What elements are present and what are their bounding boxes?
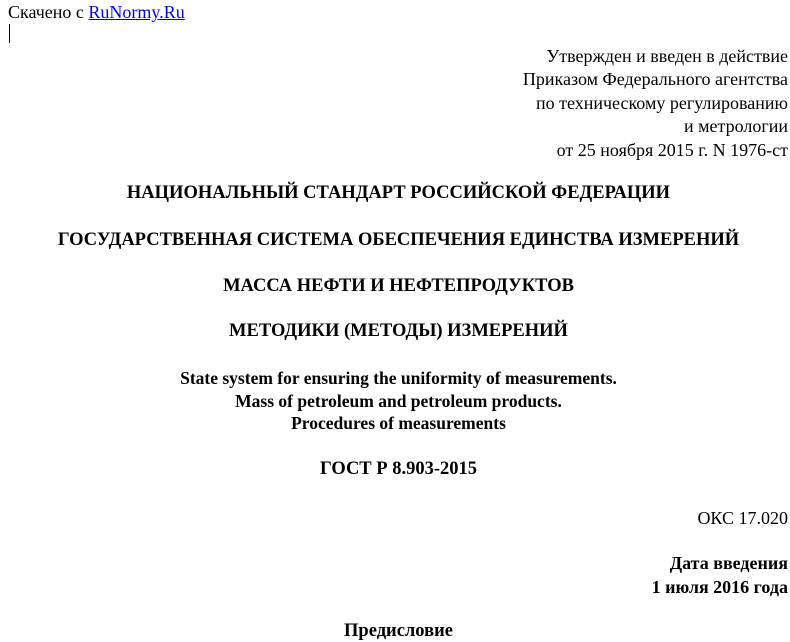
approval-line: от 25 ноября 2015 г. N 1976-ст [556, 139, 788, 160]
introduction-label: Дата введения [669, 553, 788, 573]
source-prefix: Скачено с [8, 2, 89, 22]
english-title-line: State system for ensuring the uniformity of measurements. [180, 368, 617, 388]
runormy-link[interactable]: RuNormy.Ru [88, 2, 185, 22]
source-line [8, 1, 185, 23]
approval-line: Приказом Федерального агентства [522, 69, 788, 90]
approval-line: по техническому регулированию [535, 92, 788, 113]
foreword-heading: Предисловие [344, 621, 453, 641]
approval-line: Утвержден и введен в действие [546, 46, 788, 66]
introduction-date-block [652, 551, 788, 599]
introduction-date: 1 июля 2016 года [651, 577, 788, 597]
title-mass: МАССА НЕФТИ И НЕФТЕПРОДУКТОВ [223, 276, 574, 296]
english-title [0, 367, 790, 435]
approval-block [523, 45, 788, 162]
english-title-line: Procedures of measurements [291, 413, 506, 433]
title-state-system: ГОСУДАРСТВЕННАЯ СИСТЕМА ОБЕСПЕЧЕНИЯ ЕДИНСТВА ИЗМЕРЕНИЙ [57, 230, 740, 250]
english-title-line: Mass of petroleum and petroleum products. [235, 390, 562, 411]
gost-number: ГОСТ Р 8.903-2015 [320, 459, 477, 479]
oks-code: ОКС 17.020 [697, 508, 788, 528]
approval-line: и метрологии [684, 116, 788, 137]
title-national-standard: НАЦИОНАЛЬНЫЙ СТАНДАРТ РОССИЙСКОЙ ФЕДЕРАЦИИ [126, 183, 671, 203]
text-cursor [9, 24, 10, 43]
title-methods: МЕТОДИКИ (МЕТОДЫ) ИЗМЕРЕНИЙ [229, 321, 568, 341]
